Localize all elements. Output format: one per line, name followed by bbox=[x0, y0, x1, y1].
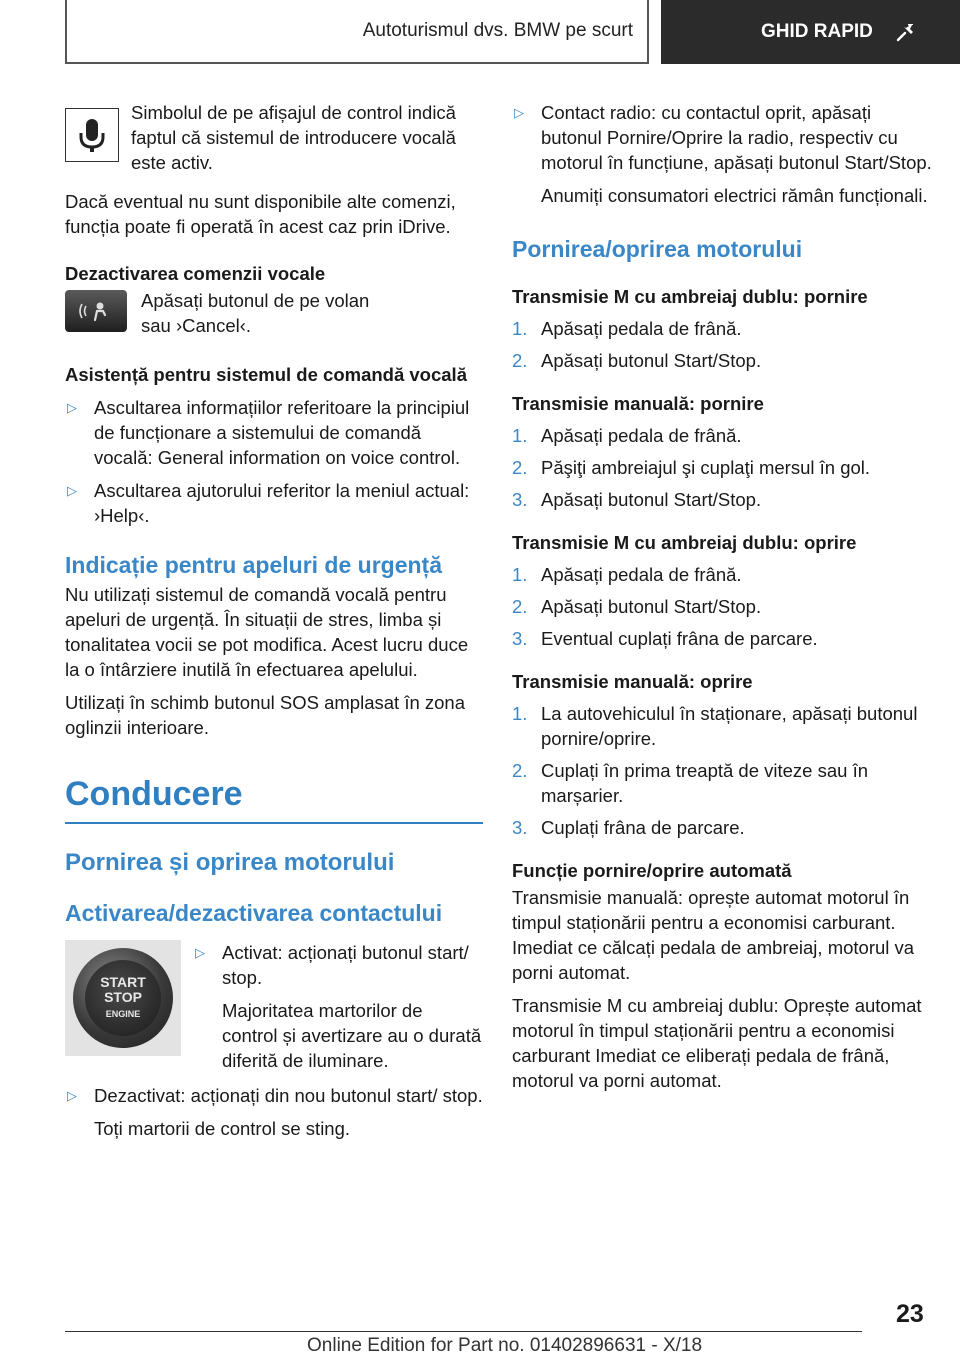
list-item: 1. Apăsați pedala de frână. bbox=[512, 318, 742, 339]
list-item: ▷ Contact radio: cu contactul oprit, apăsați butonul Pornire/Oprire la radio, respectiv cu motorul în funcțiune, apăsați butonul Start/Stop. bbox=[514, 102, 932, 173]
section-divider bbox=[65, 822, 483, 824]
driving-heading: Conducere bbox=[65, 775, 243, 813]
deactivate-voice-heading: Dezactivarea comenzii vocale bbox=[65, 263, 326, 284]
list-item: 2. Apăsați butonul Start/Stop. bbox=[512, 350, 762, 371]
bullet-triangle-icon: ▷ bbox=[67, 483, 77, 498]
right-column bbox=[512, 100, 932, 1093]
quick-guide-tab[interactable] bbox=[661, 0, 960, 64]
footer-divider bbox=[65, 1331, 862, 1332]
header-section-title bbox=[65, 0, 649, 64]
list-item: 3. Eventual cuplați frâna de parcare. bbox=[512, 628, 818, 649]
bullet-triangle-icon: ▷ bbox=[195, 945, 205, 960]
voice-microphone-icon bbox=[65, 108, 119, 162]
button-label-start: START bbox=[100, 973, 146, 990]
start-stop-heading: Pornirea și oprirea motorului bbox=[65, 849, 395, 876]
list-item: 2. Apăsați butonul Start/Stop. bbox=[512, 596, 762, 617]
button-label-stop: STOP bbox=[104, 988, 142, 1005]
deactivate-voice-text: Apăsați butonul de pe volan sau ›Cancel‹. bbox=[141, 290, 370, 336]
section-heading: Transmisie manuală: oprire bbox=[512, 671, 753, 692]
assist-heading: Asistență pentru sistemul de comandă vocală bbox=[65, 364, 467, 385]
start-stop-button-image bbox=[65, 940, 181, 1056]
voice-button-icon bbox=[65, 290, 127, 332]
section-heading: Transmisie M cu ambreiaj dublu: oprire bbox=[512, 532, 857, 553]
left-column bbox=[65, 100, 483, 1141]
page-number: 23 bbox=[896, 1300, 924, 1328]
unavailable-text: Dacă eventual nu sunt disponibile alte comenzi, funcția poate fi operată în acest caz prin iDrive. bbox=[65, 191, 456, 237]
list-item: ▷ Activat: acționați butonul start/ stop. bbox=[195, 942, 469, 988]
list-item: ▷ Ascultarea ajutorului referitor la meniul actual: ›Help‹. bbox=[67, 480, 470, 526]
activate-note: Majoritatea martorilor de control și avertizare au o durată diferită de iluminare. bbox=[222, 1000, 482, 1071]
quick-guide-label: GHID RAPID bbox=[761, 21, 873, 42]
ignition-heading: Activarea/dezactivarea contactului bbox=[65, 900, 443, 926]
engine-heading: Pornirea/oprirea motorului bbox=[512, 236, 803, 262]
list-item: ▷ Ascultarea informațiilor referitoare la principiul de funcționare a sistemului de comandă vocală: General information on voice control. bbox=[67, 397, 470, 468]
contact-radio-note: Anumiți consumatori electrici rămân funcționali. bbox=[541, 185, 928, 206]
section-heading: Transmisie M cu ambreiaj dublu: pornire bbox=[512, 286, 868, 307]
list-item: 1. Apăsați pedala de frână. bbox=[512, 564, 742, 585]
list-item: 3. Apăsați butonul Start/Stop. bbox=[512, 489, 762, 510]
pin-icon bbox=[895, 21, 917, 43]
bullet-triangle-icon: ▷ bbox=[67, 1088, 77, 1103]
list-item: 1. La autovehiculul în staționare, apăsați butonul pornire/oprire. bbox=[512, 703, 918, 749]
section-heading: Transmisie manuală: pornire bbox=[512, 393, 764, 414]
deactivate-note: Toți martorii de control se sting. bbox=[94, 1118, 351, 1139]
footer-edition: Online Edition for Part no. 01402896631 - X/18 bbox=[307, 1335, 703, 1356]
auto-start-stop-heading: Funcție pornire/oprire automată bbox=[512, 860, 792, 881]
auto-text-2: Transmisie M cu ambreiaj dublu: Oprește automat motorul în timpul staționării pentru a economisi carburant Imediat ce eliberați pedala de frână, motorul va porni automat. bbox=[512, 995, 922, 1091]
emergency-heading: Indicație pentru apeluri de urgență bbox=[65, 552, 443, 578]
list-item: ▷ Dezactivat: acționați din nou butonul start/ stop. bbox=[67, 1085, 483, 1106]
bullet-triangle-icon: ▷ bbox=[67, 400, 77, 415]
list-item: 2. Păşiţi ambreiajul şi cuplaţi mersul în gol. bbox=[512, 457, 871, 478]
voice-symbol-text: Simbolul de pe afișajul de control indică faptul că sistemul de introducere vocală este activ. bbox=[131, 102, 456, 173]
header-title: Autoturismul dvs. BMW pe scurt bbox=[362, 20, 633, 41]
list-item: 1. Apăsați pedala de frână. bbox=[512, 425, 742, 446]
emergency-text-2: Utilizați în schimb butonul SOS amplasat în zona oglinzii interioare. bbox=[65, 692, 465, 738]
list-item: 2. Cuplați în prima treaptă de viteze sau în marșarier. bbox=[512, 760, 869, 806]
bullet-triangle-icon: ▷ bbox=[514, 105, 524, 120]
emergency-text-1: Nu utilizați sistemul de comandă vocală pentru apeluri de urgență. În situații de stres, limba și tonalitatea vocii se pot modifica. Acest lucru duce la o întârziere inutilă în efectuarea apelului. bbox=[65, 584, 469, 680]
list-item: 3. Cuplați frâna de parcare. bbox=[512, 817, 745, 838]
auto-text-1: Transmisie manuală: oprește automat motorul în timpul staționării pentru a economisi carburant. Imediat ce călcați pedala de ambreiaj, motorul va porni automat. bbox=[512, 887, 915, 983]
button-label-engine: ENGINE bbox=[105, 1008, 141, 1019]
